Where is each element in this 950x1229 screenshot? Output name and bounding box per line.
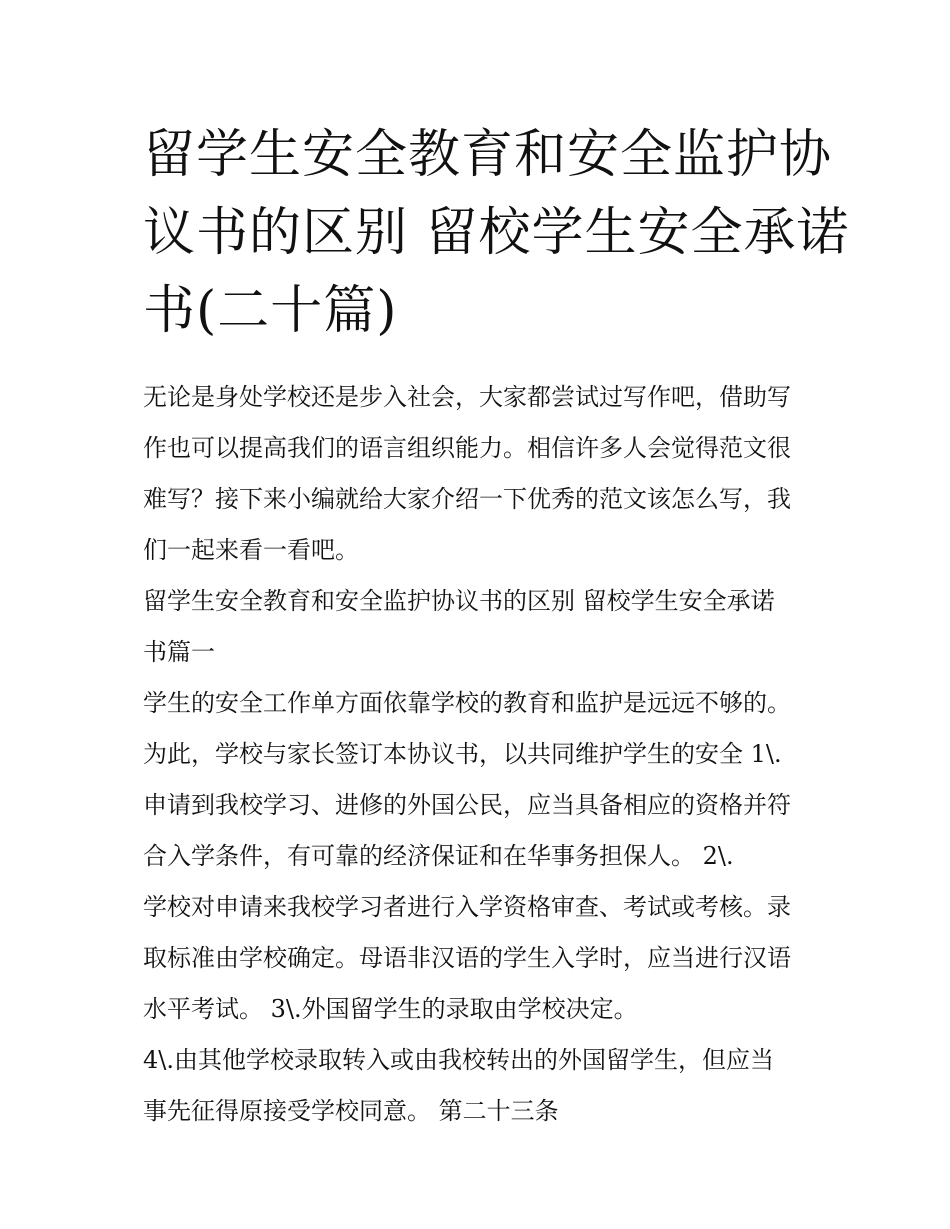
- body-line: 取标准由学校确定。母语非汉语的学生入学时，应当进行汉语: [143, 944, 791, 972]
- body-line: 难写？接下来小编就给大家介绍一下优秀的范文该怎么写，我: [143, 485, 791, 513]
- body-line: 4\.由其他学校录取转入或由我校转出的外国留学生，但应当: [143, 1046, 774, 1074]
- document-body: [143, 372, 815, 1137]
- section-heading-line: 留学生安全教育和安全监护协议书的区别 留校学生安全承诺: [143, 587, 775, 615]
- body-line: 学校对申请来我校学习者进行入学资格审查、考试或考核。录: [143, 893, 791, 921]
- body-line: 合入学条件，有可靠的经济保证和在华事务担保人。 2\.: [143, 842, 734, 870]
- title-line: 议书的区别 留校学生安全承诺: [143, 203, 850, 263]
- title-line: 书(二十篇): [143, 281, 398, 341]
- body-line: 学生的安全工作单方面依靠学校的教育和监护是远远不够的。: [143, 689, 791, 717]
- body-line: 作也可以提高我们的语言组织能力。相信许多人会觉得范文很: [143, 434, 791, 462]
- body-line: 事先征得原接受学校同意。 第二十三条: [143, 1097, 559, 1125]
- body-line: 申请到我校学习、进修的外国公民，应当具备相应的资格并符: [143, 791, 791, 819]
- body-line: 无论是身处学校还是步入社会，大家都尝试过写作吧，借助写: [143, 383, 791, 411]
- document-title: [143, 116, 850, 350]
- body-line: 们一起来看一看吧。: [143, 536, 359, 564]
- section-heading-line: 书篇一: [143, 638, 215, 666]
- body-line: 水平考试。 3\.外国留学生的录取由学校决定。: [143, 995, 638, 1023]
- document-content: [143, 116, 850, 1137]
- title-line: 留学生安全教育和安全监护协: [143, 125, 833, 185]
- body-line: 为此，学校与家长签订本协议书，以共同维护学生的安全 1\.: [143, 740, 782, 768]
